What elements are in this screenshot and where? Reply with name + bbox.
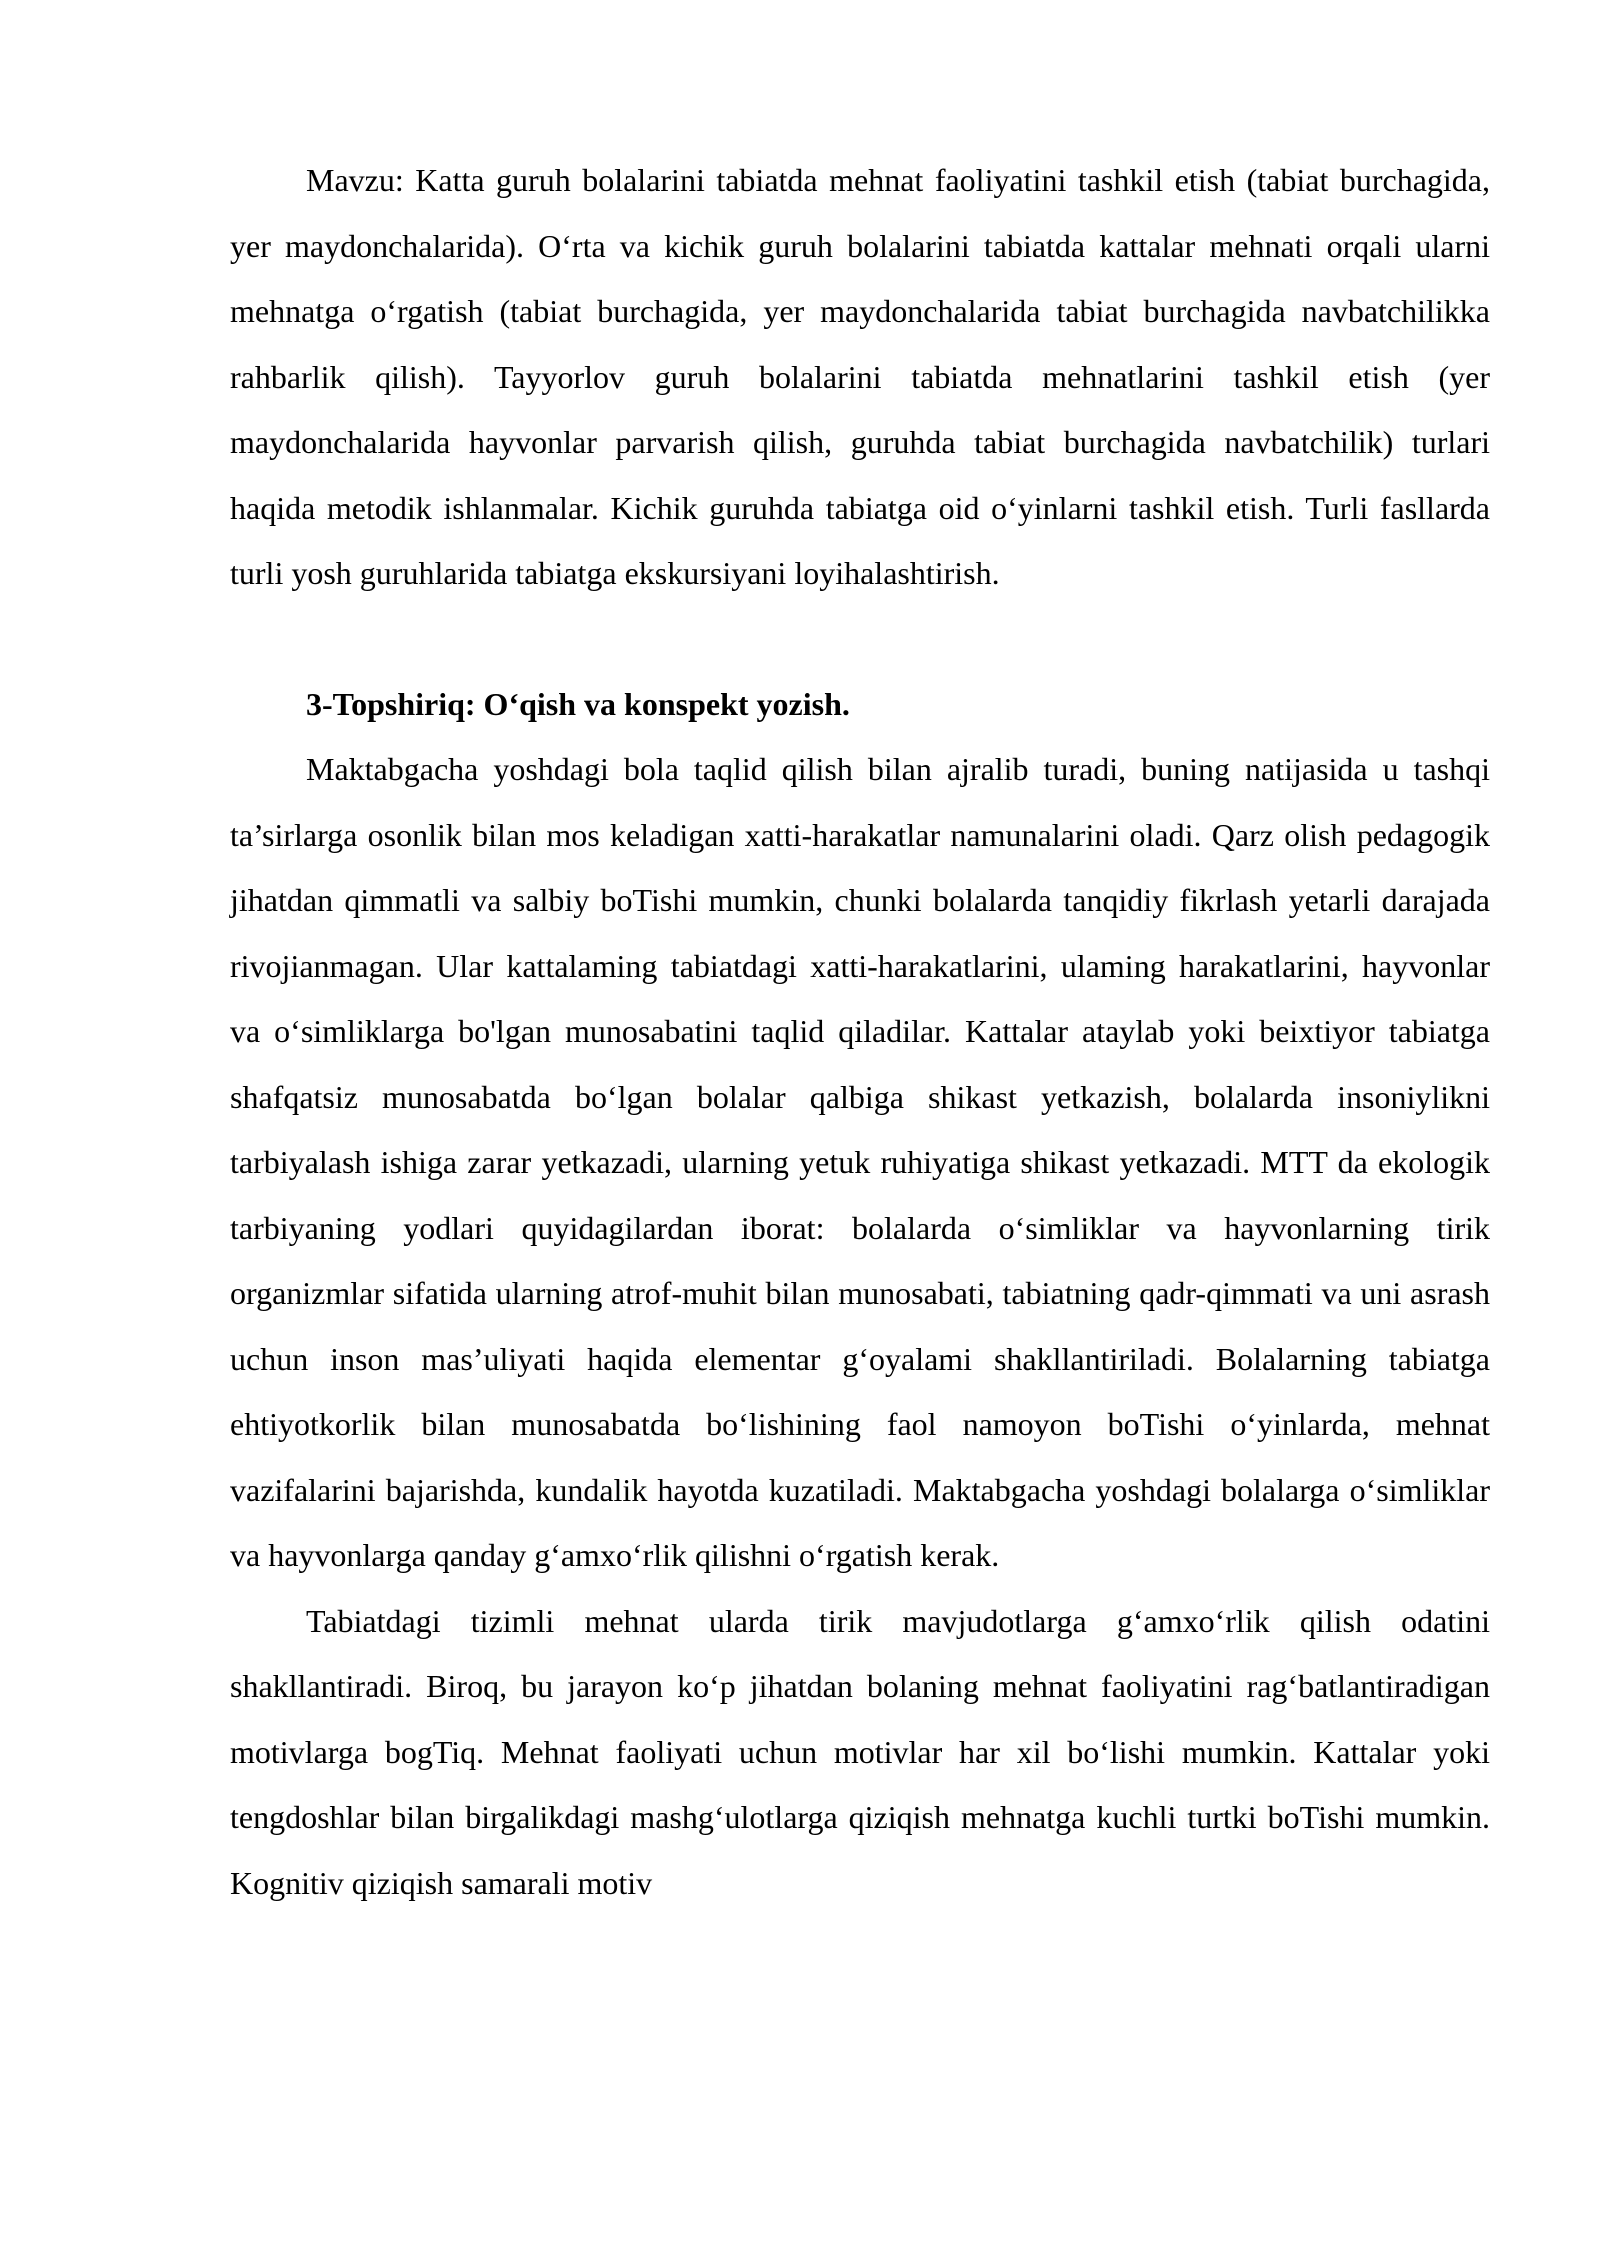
document-body	[230, 148, 1490, 1916]
body-paragraph-1: Maktabgacha yoshdagi bola taqlid qilish bilan ajralib turadi, buning natijasida u tashqi ta’sirlarga osonlik bilan mos keladigan xatti-harakatlar namunalarini oladi. Qarz olish pedagogik jihatdan qimmatli va salbiy boTishi mumkin, chunki bolalarda tanqidiy fikrlash yetarli darajada rivojianmagan. Ular kattalaming tabiatdagi xatti-harakatlarini, ulaming harakatlarini, hayvonlar va o‘simliklarga bo'lgan munosabatini taqlid qiladilar. Kattalar ataylab yoki beixtiyor tabiatga shafqatsiz munosabatda bo‘lgan bolalar qalbiga shikast yetkazish, bolalarda insoniylikni tarbiyalash ishiga zarar yetkazadi, ularning yetuk ruhiyatiga shikast yetkazadi. MTT da ekologik tarbiyaning yodlari quyidagilardan iborat: bolalarda o‘simliklar va hayvonlarning tirik organizmlar sifatida ularning atrof-muhit bilan munosabati, tabiatning qadr-qimmati va uni asrash uchun inson mas’uliyati haqida elementar g‘oyalami shakllantiriladi. Bolalarning tabiatga ehtiyotkorlik bilan munosabatda bo‘lishining faol namoyon boTishi o‘yinlarda, mehnat vazifalarini bajarishda, kundalik hayotda kuzatiladi. Maktabgacha yoshdagi bolalarga o‘simliklar va hayvonlarga qanday g‘amxo‘rlik qilishni o‘rgatish kerak.	[230, 751, 1490, 1573]
topic-paragraph: Mavzu: Katta guruh bolalarini tabiatda mehnat faoliyatini tashkil etish (tabiat burchagida, yer maydonchalarida). O‘rta va kichik guruh bolalarini tabiatda kattalar mehnati orqali ularni mehnatga o‘rgatish (tabiat burchagida, yer maydonchalarida tabiat burchagida navbatchilikka rahbarlik qilish). Tayyorlov guruh bolalarini tabiatda mehnatlarini tashkil etish (yer maydonchalarida hayvonlar parvarish qilish, guruhda tabiat burchagida navbatchilik) turlari haqida metodik ishlanmalar. Kichik guruhda tabiatga oid o‘yinlarni tashkil etish. Turli fasllarda turli yosh guruhlarida tabiatga ekskursiyani loyihalashtirish.	[230, 162, 1490, 591]
paragraph-spacer	[230, 607, 1490, 672]
task-heading: 3-Topshiriq: O‘qish va konspekt yozish.	[306, 685, 850, 722]
body-paragraph-2: Tabiatdagi tizimli mehnat ularda tirik mavjudotlarga g‘amxo‘rlik qilish odatini shakllantiradi. Biroq, bu jarayon ko‘p jihatdan bolaning mehnat faoliyatini rag‘batlantiradigan motivlarga bogTiq. Mehnat faoliyati uchun motivlar har xil bo‘lishi mumkin. Kattalar yoki tengdoshlar bilan birgalikdagi mashg‘ulotlarga qiziqish mehnatga kuchli turtki boTishi mumkin. Kognitiv qiziqish samarali motiv	[230, 1602, 1490, 1901]
